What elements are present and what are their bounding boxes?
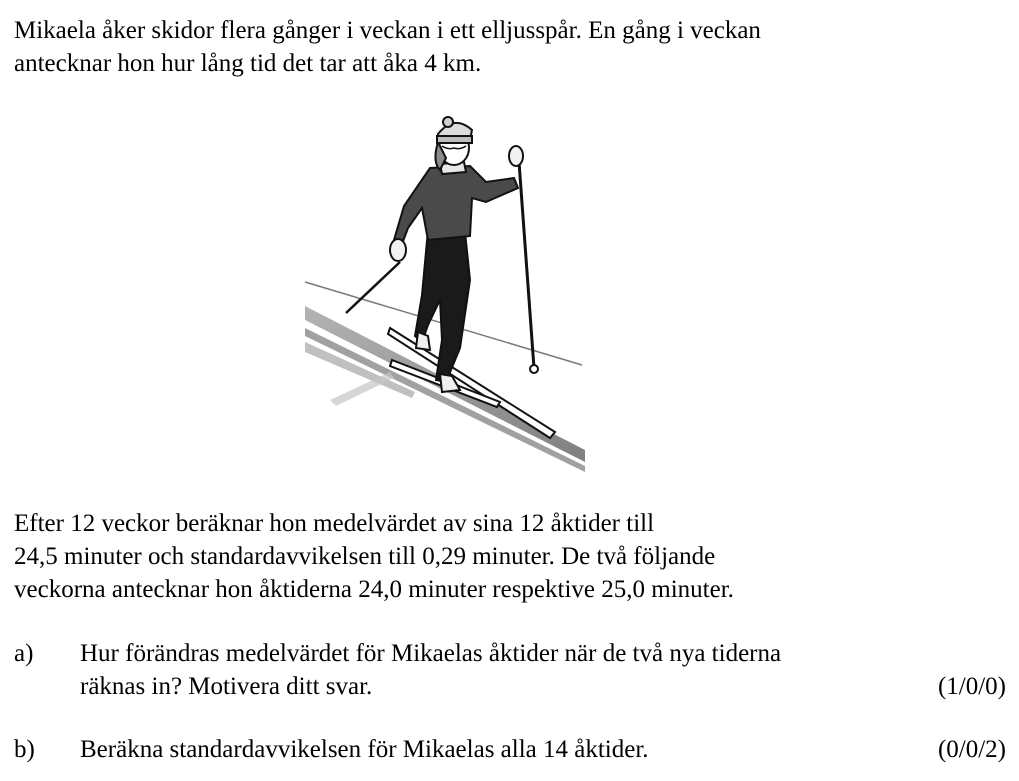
skier-illustration — [300, 110, 590, 475]
paragraph-line-1: Efter 12 veckor beräknar hon medelvärdet av sina 12 åktider till — [14, 510, 655, 537]
task-a-question — [80, 637, 920, 703]
task-a-line-1: Hur förändras medelvärdet för Mikaelas åktider när de två nya tiderna — [80, 640, 782, 667]
task-b-letter: b) — [14, 736, 35, 763]
intro-line-1: Mikaela åker skidor flera gånger i veckan i ett elljusspår. En gång i veckan — [14, 17, 761, 44]
paragraph-line-3: veckorna antecknar hon åktiderna 24,0 minuter respektive 25,0 minuter. — [14, 576, 734, 603]
task-b-line-1: Beräkna standardavvikelsen för Mikaelas alla 14 åktider. — [80, 736, 649, 763]
paragraph-line-2: 24,5 minuter och standardavvikelsen till 0,29 minuter. De två följande — [14, 543, 716, 570]
task-b-points: (0/0/2) — [937, 736, 1006, 763]
task-a-points: (1/0/0) — [937, 673, 1006, 700]
task-a-line-2: räknas in? Motivera ditt svar. — [80, 673, 373, 700]
task-b — [14, 733, 1006, 766]
skier-figure — [390, 117, 523, 392]
intro-line-2: antecknar hon hur lång tid det tar att åka 4 km. — [14, 50, 482, 77]
task-b-question — [80, 733, 920, 766]
task-a — [14, 637, 1006, 703]
intro-paragraph — [14, 14, 1004, 80]
task-a-letter: a) — [14, 640, 34, 667]
context-paragraph — [14, 507, 1004, 606]
